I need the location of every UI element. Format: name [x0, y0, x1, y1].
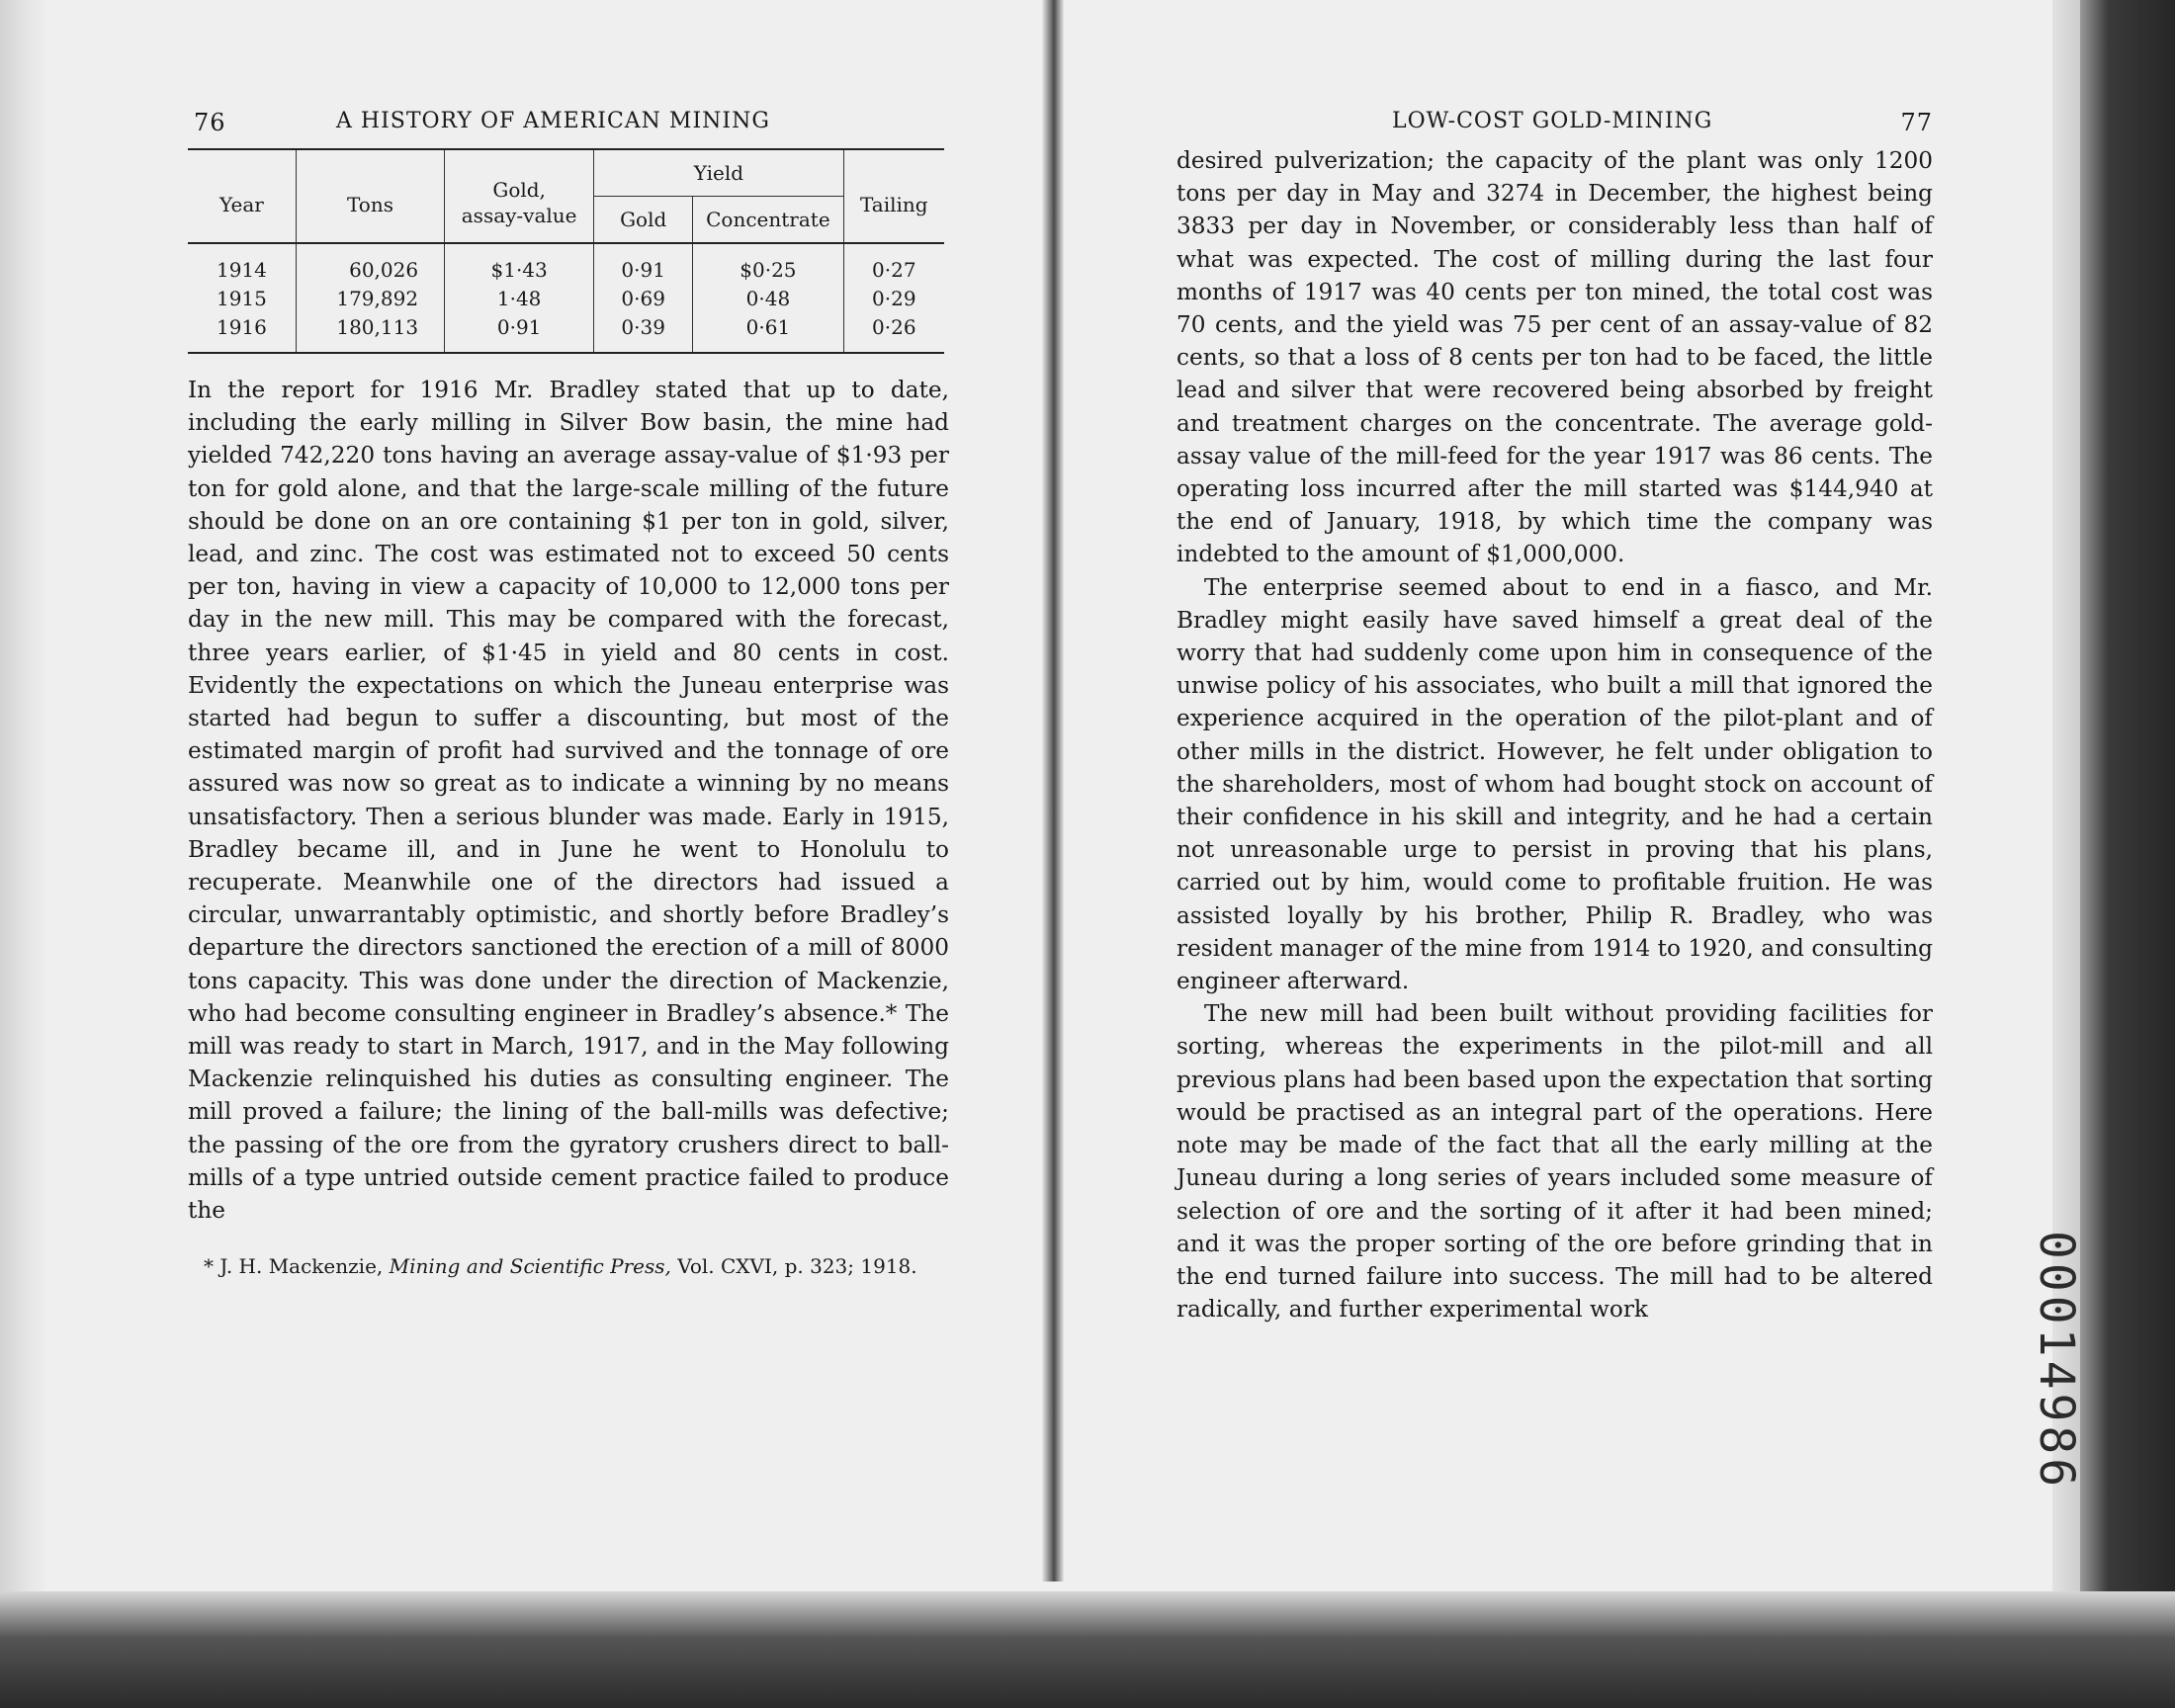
col-year: Year [188, 149, 296, 243]
col-tailing: Tailing [860, 193, 928, 216]
table-row [188, 243, 944, 285]
cell-year: 1915 [188, 285, 296, 313]
footnote-journal: Mining and Scientific Press, [389, 1254, 671, 1279]
yield-table [188, 148, 944, 354]
col-gold-assay-line1: Gold, [492, 178, 546, 202]
cell-tons: 179,892 [296, 285, 444, 313]
cell-tons: 180,113 [296, 313, 444, 353]
margin-stamp: 00014986 [2029, 1231, 2084, 1492]
right-body-text [1176, 144, 1933, 1325]
col-tons: Tons [296, 149, 444, 243]
cell-gold: 0·91 [594, 243, 693, 285]
left-paragraph: In the report for 1916 Mr. Bradley stated that up to date, including the early milling in Silver Bow basin, the mine had yielded 742,220 tons having an average assay-value of $1·93 per ton for gold alone, and that the large-scale milling of the future should be done on an ore containing $1 per ton in gold, silver, lead, and zinc. The cost was estimated not to exceed 50 cents per ton, having in view a capacity of 10,000 to 12,000 tons per day in the new mill. This may be compared with the forecast, three years earlier, of $1·45 in yield and 80 cents in cost. Evidently the expectations on which the Juneau enterprise was started had begun to suffer a discounting, but most of the estimated margin of profit had survived and the tonnage of ore assured was now so great as to indicate a winning by no means unsatisfactory. Then a serious blunder was made. Early in 1915, Bradley became ill, and in June he went to Honolulu to recuperate. Meanwhile one of the directors had issued a circular, unwarrantably optimistic, and shortly before Bradley’s departure the directors sanctioned the erection of a mill of 8000 tons capacity. This was done under the direction of Mackenzie, who had become consulting engineer in Bradley’s absence.* The mill was ready to start in March, 1917, and in the May following Mackenzie relinquished his duties as consulting engineer. The mill proved a failure; the lining of the ball-mills was defective; the passing of the ore from the gyratory crushers direct to ball-mills of a type untried outside cement practice failed to produce the [188, 377, 949, 1225]
cell-concentrate: 0·48 [693, 285, 843, 313]
left-page-number: 76 [194, 109, 226, 136]
col-gold-assay-line2: assay-value [461, 204, 577, 227]
table-row [188, 313, 944, 353]
cell-assay: 1·48 [445, 285, 594, 313]
cell-assay: 0·91 [445, 313, 594, 353]
left-page-edge [0, 0, 47, 1708]
cell-concentrate: $0·25 [693, 243, 843, 285]
right-running-title: LOW-COST GOLD-MINING [1392, 109, 1713, 133]
cell-tons: 60,026 [296, 243, 444, 285]
footnote-lead: * J. H. Mackenzie, [204, 1254, 390, 1279]
col-yield: Yield [594, 149, 843, 197]
right-page-number: 77 [1900, 109, 1933, 136]
book-gutter [1042, 0, 1064, 1581]
left-running-head [188, 109, 949, 148]
col-yield-concentrate: Concentrate [693, 197, 843, 244]
left-body-text [188, 374, 949, 1227]
cell-gold: 0·69 [594, 285, 693, 313]
right-page [1176, 109, 1933, 1325]
scan-background-right [2080, 0, 2175, 1708]
right-paragraph-2: The enterprise seemed about to end in a fiasco, and Mr. Bradley might easily have saved himself a great deal of the worry that had suddenly come upon him in consequence of the unwise policy of his associates, who built a mill that ignored the experience acquired in the operation of the pilot-plant and of other mills in the district. However, he felt under obligation to the shareholders, most of whom had bought stock on account of their confidence in his skill and integrity, and he had a certain not unreasonable urge to persist in proving that his plans, carried out by him, would come to profitable fruition. He was assisted loyally by his brother, Philip R. Bradley, who was resident manager of the mine from 1914 to 1920, and consulting engineer afterward. [1176, 573, 1933, 995]
cell-gold: 0·39 [594, 313, 693, 353]
left-running-title: A HISTORY OF AMERICAN MINING [336, 109, 770, 133]
cell-tailing: 0·29 [872, 287, 916, 310]
cell-concentrate: 0·61 [693, 313, 843, 353]
table-row [188, 285, 944, 313]
cell-tailing: 0·27 [872, 258, 916, 282]
footnote-tail: Vol. CXVI, p. 323; 1918. [670, 1254, 917, 1279]
left-page [188, 109, 949, 1280]
col-yield-gold: Gold [594, 197, 693, 244]
right-paragraph-1: desired pulverization; the capacity of the plant was only 1200 tons per day in May and 3274 in December, the highest being 3833 per day in November, or considerably less than half of what was expected. The cost of milling during the last four months of 1917 was 40 cents per ton mined, the total cost was 70 cents, and the yield was 75 per cent of an assay-value of 82 cents, so that a loss of 8 cents per ton had to be faced, the little lead and silver that were recovered being absorbed by freight and treatment charges on the concentrate. The average gold-assay value of the mill-feed for the year 1917 was 86 cents. The operating loss incurred after the mill started was $144,940 at the end of January, 1918, by which time the company was indebted to the amount of $1,000,000. [1176, 147, 1933, 568]
cell-year: 1916 [188, 313, 296, 353]
cell-assay: $1·43 [445, 243, 594, 285]
right-paragraph-3: The new mill had been built without providing facilities for sorting, whereas the experiments in the pilot-mill and all previous plans had been based upon the expectation that sorting would be practised as an integral part of the operations. Here note may be made of the fact that all the early milling at the Juneau during a long series of years included some measure of selection of ore and the sorting of it after it had been mined; and it was the proper sorting of the ore before grinding that in the end turned failure into success. The mill had to be altered radically, and further experimental work [1176, 1000, 1933, 1324]
footnote [188, 1252, 949, 1280]
cell-tailing: 0·26 [872, 315, 916, 339]
right-running-head [1176, 109, 1933, 148]
scan-background-bottom [0, 1591, 2175, 1708]
col-gold-assay [445, 149, 594, 243]
cell-year: 1914 [188, 243, 296, 285]
